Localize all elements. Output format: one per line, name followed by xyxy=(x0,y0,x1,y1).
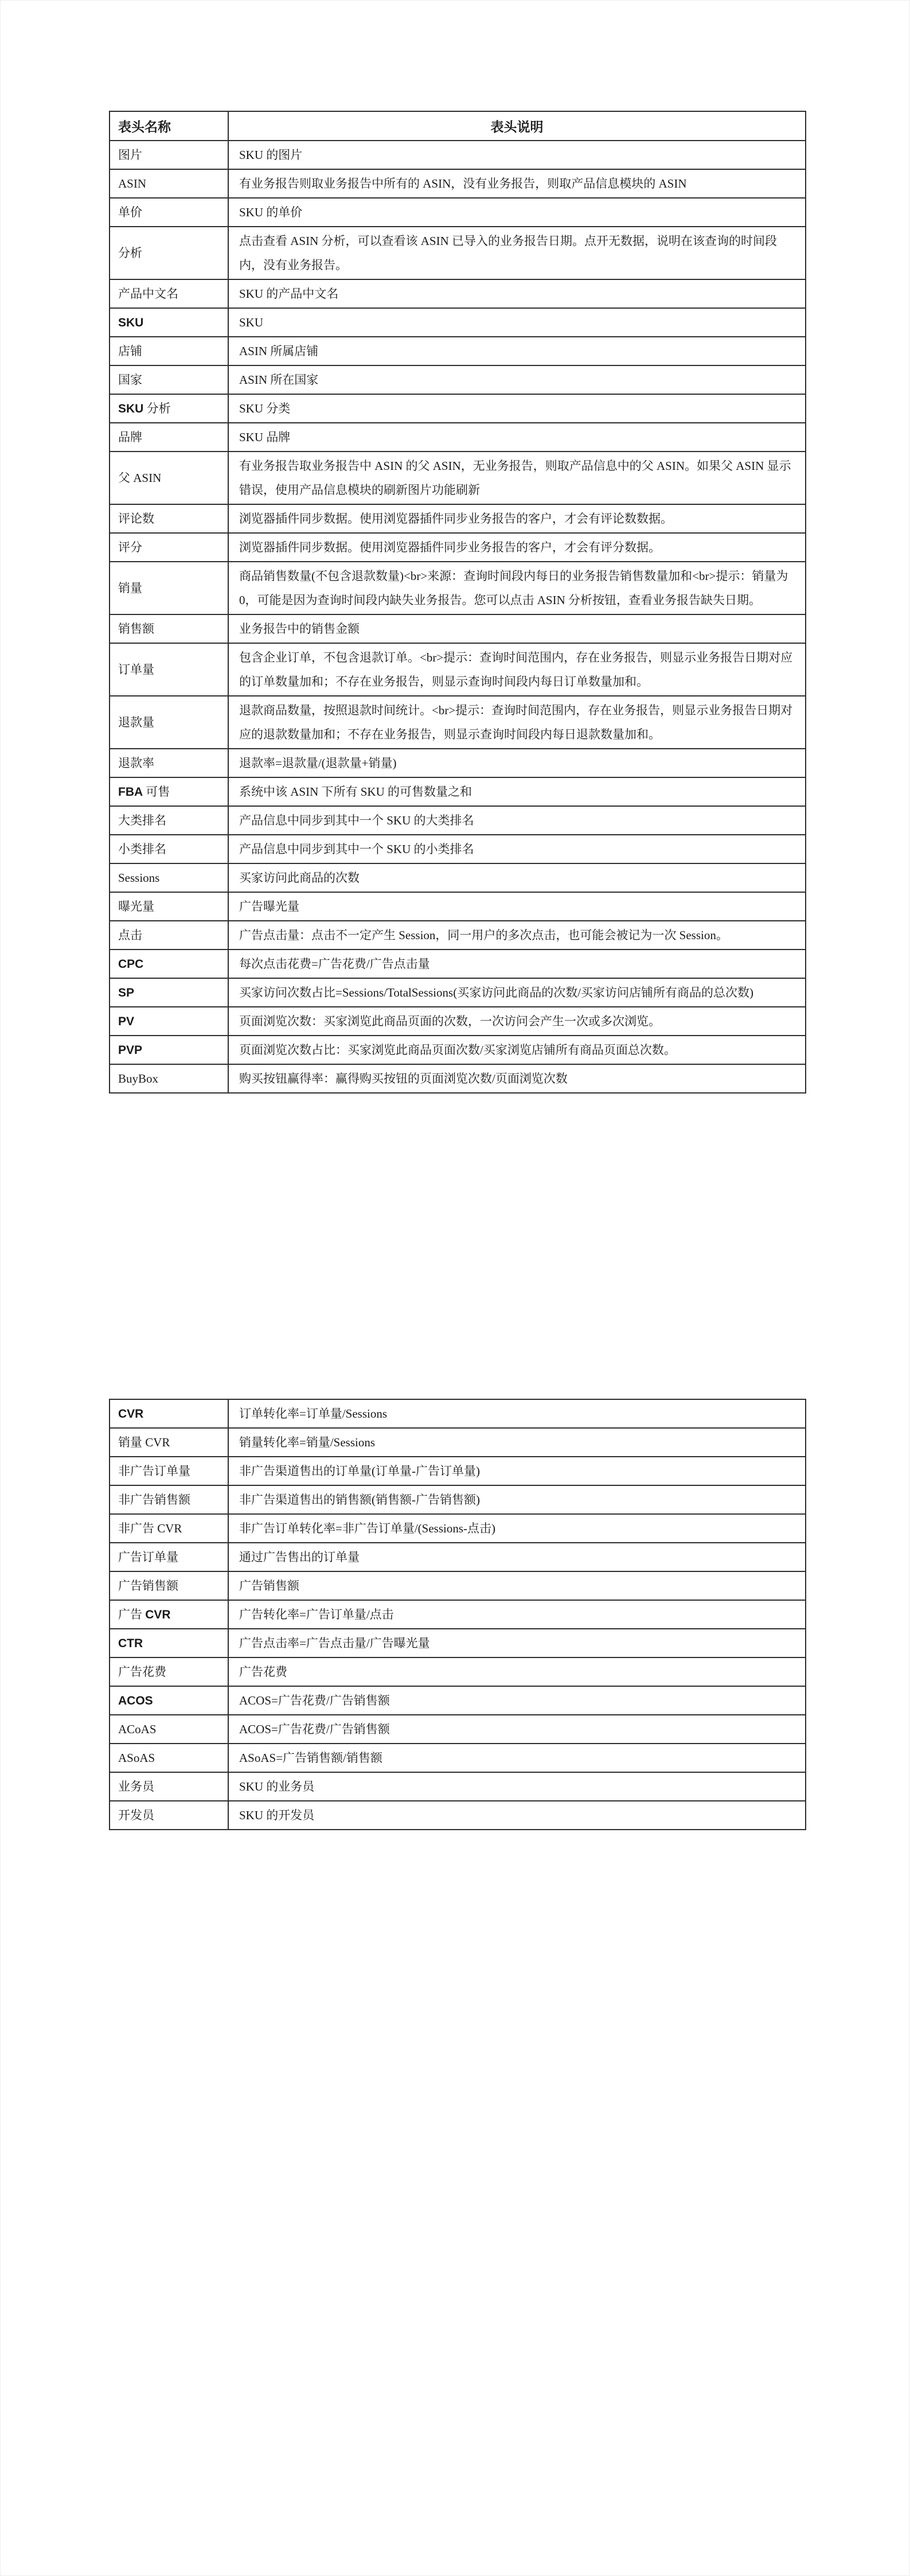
field-description-cell: 页面浏览次数：买家浏览此商品页面的次数，一次访问会产生一次或多次浏览。 xyxy=(228,1007,806,1036)
field-description-cell: 产品信息中同步到其中一个 SKU 的小类排名 xyxy=(228,835,806,863)
table-row xyxy=(110,227,806,279)
table2-body xyxy=(110,1399,806,1830)
field-name-cell: SP xyxy=(110,978,228,1007)
field-description-cell: 广告销售额 xyxy=(228,1571,806,1600)
field-description-cell: 广告花费 xyxy=(228,1657,806,1686)
field-description-cell: 点击查看 ASIN 分析，可以查看该 ASIN 已导入的业务报告日期。点开无数据，说明在该查询的时间段内，没有业务报告。 xyxy=(228,227,806,279)
table-row xyxy=(110,921,806,950)
table-row xyxy=(110,337,806,365)
field-name-cell: 退款率 xyxy=(110,749,228,777)
table-row xyxy=(110,533,806,562)
field-description-cell: 有业务报告取业务报告中 ASIN 的父 ASIN，无业务报告，则取产品信息中的父 ASIN。如果父 ASIN 显示错误，使用产品信息模块的刷新图片功能刷新 xyxy=(228,452,806,504)
table-row xyxy=(110,1744,806,1772)
field-name-cell: ASIN xyxy=(110,169,228,198)
field-name-cell: 广告 CVR xyxy=(110,1600,228,1629)
field-name-cell: CPC xyxy=(110,950,228,978)
field-description-cell: 有业务报告则取业务报告中所有的 ASIN，没有业务报告，则取产品信息模块的 ASIN xyxy=(228,169,806,198)
table-row xyxy=(110,749,806,777)
field-name-cell: 非广告订单量 xyxy=(110,1457,228,1485)
field-description-cell: SKU 的业务员 xyxy=(228,1772,806,1801)
field-description-cell: ACOS=广告花费/广告销售额 xyxy=(228,1715,806,1744)
field-name-cell: 品牌 xyxy=(110,423,228,452)
field-name-cell: ACOS xyxy=(110,1686,228,1715)
field-name-cell: 评论数 xyxy=(110,504,228,533)
column-header-field-description: 表头说明 xyxy=(228,111,806,141)
table-row xyxy=(110,169,806,198)
table-row xyxy=(110,1657,806,1686)
field-name-cell: PVP xyxy=(110,1036,228,1064)
table-row xyxy=(110,777,806,806)
table-row xyxy=(110,643,806,696)
field-name-cell: 广告销售额 xyxy=(110,1571,228,1600)
table-row xyxy=(110,835,806,863)
field-description-cell: 买家访问此商品的次数 xyxy=(228,863,806,892)
table-header-row xyxy=(110,111,806,141)
field-name-cell: 业务员 xyxy=(110,1772,228,1801)
table-row xyxy=(110,863,806,892)
field-name-cell: 非广告销售额 xyxy=(110,1485,228,1514)
table-row xyxy=(110,1399,806,1428)
table-row xyxy=(110,1629,806,1657)
field-name-cell: FBA 可售 xyxy=(110,777,228,806)
table-row xyxy=(110,892,806,921)
table-row xyxy=(110,1514,806,1543)
field-description-cell: SKU 的开发员 xyxy=(228,1801,806,1830)
field-description-cell: SKU 的图片 xyxy=(228,141,806,169)
field-description-cell: 页面浏览次数占比：买家浏览此商品页面次数/买家浏览店铺所有商品页面总次数。 xyxy=(228,1036,806,1064)
table-row xyxy=(110,978,806,1007)
table-row xyxy=(110,614,806,643)
field-name-cell: 曝光量 xyxy=(110,892,228,921)
table1-body xyxy=(110,141,806,1093)
field-description-cell: ASoAS=广告销售额/销售额 xyxy=(228,1744,806,1772)
field-name-cell: 退款量 xyxy=(110,696,228,749)
field-name-cell: 销量 CVR xyxy=(110,1428,228,1457)
table-row xyxy=(110,1064,806,1093)
table-row xyxy=(110,1457,806,1485)
field-description-cell: 退款商品数量，按照退款时间统计。<br>提示：查询时间范围内，存在业务报告，则显示业务报告日期对应的退款数量加和；不存在业务报告，则显示查询时间段内每日退款数量加和。 xyxy=(228,696,806,749)
field-description-cell: 商品销售数量(不包含退款数量)<br>来源：查询时间段内每日的业务报告销售数量加和<br>提示：销量为 0，可能是因为查询时间段内缺失业务报告。您可以点击 ASIN 分析按钮，查看业务报告缺失日期。 xyxy=(228,562,806,614)
table-row xyxy=(110,1686,806,1715)
field-description-cell: 每次点击花费=广告花费/广告点击量 xyxy=(228,950,806,978)
table-row xyxy=(110,504,806,533)
field-name-cell: 分析 xyxy=(110,227,228,279)
field-description-cell: SKU xyxy=(228,308,806,337)
field-description-cell: SKU 的产品中文名 xyxy=(228,279,806,308)
field-description-cell: SKU 分类 xyxy=(228,394,806,423)
field-name-cell: 评分 xyxy=(110,533,228,562)
table-row xyxy=(110,1772,806,1801)
table-row xyxy=(110,1485,806,1514)
field-description-cell: 广告曝光量 xyxy=(228,892,806,921)
field-name-cell: 销量 xyxy=(110,562,228,614)
field-description-cell: 浏览器插件同步数据。使用浏览器插件同步业务报告的客户，才会有评分数据。 xyxy=(228,533,806,562)
field-description-cell: 浏览器插件同步数据。使用浏览器插件同步业务报告的客户，才会有评论数数据。 xyxy=(228,504,806,533)
field-description-cell: SKU 品牌 xyxy=(228,423,806,452)
field-name-cell: 销售额 xyxy=(110,614,228,643)
field-description-cell: SKU 的单价 xyxy=(228,198,806,227)
field-description-cell: ASIN 所属店铺 xyxy=(228,337,806,365)
field-description-cell: 产品信息中同步到其中一个 SKU 的大类排名 xyxy=(228,806,806,835)
field-name-cell: 店铺 xyxy=(110,337,228,365)
field-name-cell: 产品中文名 xyxy=(110,279,228,308)
field-description-cell: 非广告渠道售出的订单量(订单量-广告订单量) xyxy=(228,1457,806,1485)
field-name-cell: 国家 xyxy=(110,365,228,394)
field-name-cell: BuyBox xyxy=(110,1064,228,1093)
table-row xyxy=(110,1036,806,1064)
table-row xyxy=(110,452,806,504)
column-header-field-name: 表头名称 xyxy=(110,111,228,141)
table-row xyxy=(110,1715,806,1744)
field-name-cell: Sessions xyxy=(110,863,228,892)
table-row xyxy=(110,423,806,452)
table-row xyxy=(110,365,806,394)
table-row xyxy=(110,1571,806,1600)
table-row xyxy=(110,806,806,835)
field-description-cell: 购买按钮赢得率：赢得购买按钮的页面浏览次数/页面浏览次数 xyxy=(228,1064,806,1093)
table-row xyxy=(110,141,806,169)
field-description-cell: 买家访问次数占比=Sessions/TotalSessions(买家访问此商品的次数/买家访问店铺所有商品的总次数) xyxy=(228,978,806,1007)
field-description-cell: 广告点击量：点击不一定产生 Session，同一用户的多次点击，也可能会被记为一次 Session。 xyxy=(228,921,806,950)
field-description-cell: 包含企业订单，不包含退款订单。<br>提示：查询时间范围内，存在业务报告，则显示业务报告日期对应的订单数量加和；不存在业务报告，则显示查询时间段内每日订单数量加和。 xyxy=(228,643,806,696)
field-description-cell: ASIN 所在国家 xyxy=(228,365,806,394)
field-description-cell: 非广告渠道售出的销售额(销售额-广告销售额) xyxy=(228,1485,806,1514)
table-row xyxy=(110,696,806,749)
field-description-cell: 广告转化率=广告订单量/点击 xyxy=(228,1600,806,1629)
field-name-cell: 广告花费 xyxy=(110,1657,228,1686)
field-name-cell: ASoAS xyxy=(110,1744,228,1772)
field-name-cell: 单价 xyxy=(110,198,228,227)
field-description-cell: 系统中该 ASIN 下所有 SKU 的可售数量之和 xyxy=(228,777,806,806)
field-name-cell: 广告订单量 xyxy=(110,1543,228,1571)
field-name-cell: SKU xyxy=(110,308,228,337)
table-row xyxy=(110,1600,806,1629)
field-name-cell: ACoAS xyxy=(110,1715,228,1744)
field-name-cell: 订单量 xyxy=(110,643,228,696)
table-row xyxy=(110,1007,806,1036)
table-row xyxy=(110,308,806,337)
field-definitions-table-part2 xyxy=(109,1399,806,1830)
field-description-cell: ACOS=广告花费/广告销售额 xyxy=(228,1686,806,1715)
field-description-cell: 退款率=退款量/(退款量+销量) xyxy=(228,749,806,777)
field-description-cell: 非广告订单转化率=非广告订单量/(Sessions-点击) xyxy=(228,1514,806,1543)
field-description-cell: 业务报告中的销售金额 xyxy=(228,614,806,643)
field-name-cell: SKU 分析 xyxy=(110,394,228,423)
field-name-cell: 小类排名 xyxy=(110,835,228,863)
table-row xyxy=(110,394,806,423)
field-description-cell: 广告点击率=广告点击量/广告曝光量 xyxy=(228,1629,806,1657)
field-name-cell: 大类排名 xyxy=(110,806,228,835)
field-name-cell: 点击 xyxy=(110,921,228,950)
table-row xyxy=(110,198,806,227)
field-name-cell: CVR xyxy=(110,1399,228,1428)
field-name-cell: CTR xyxy=(110,1629,228,1657)
table-row xyxy=(110,279,806,308)
field-name-cell: 非广告 CVR xyxy=(110,1514,228,1543)
table-row xyxy=(110,950,806,978)
table-row xyxy=(110,1801,806,1830)
field-name-cell: 开发员 xyxy=(110,1801,228,1830)
field-description-cell: 通过广告售出的订单量 xyxy=(228,1543,806,1571)
field-description-cell: 订单转化率=订单量/Sessions xyxy=(228,1399,806,1428)
table-row xyxy=(110,1428,806,1457)
field-name-cell: 父 ASIN xyxy=(110,452,228,504)
field-description-cell: 销量转化率=销量/Sessions xyxy=(228,1428,806,1457)
table-row xyxy=(110,562,806,614)
field-definitions-table-part1 xyxy=(109,111,806,1094)
table-row xyxy=(110,1543,806,1571)
field-name-cell: PV xyxy=(110,1007,228,1036)
field-name-cell: 图片 xyxy=(110,141,228,169)
